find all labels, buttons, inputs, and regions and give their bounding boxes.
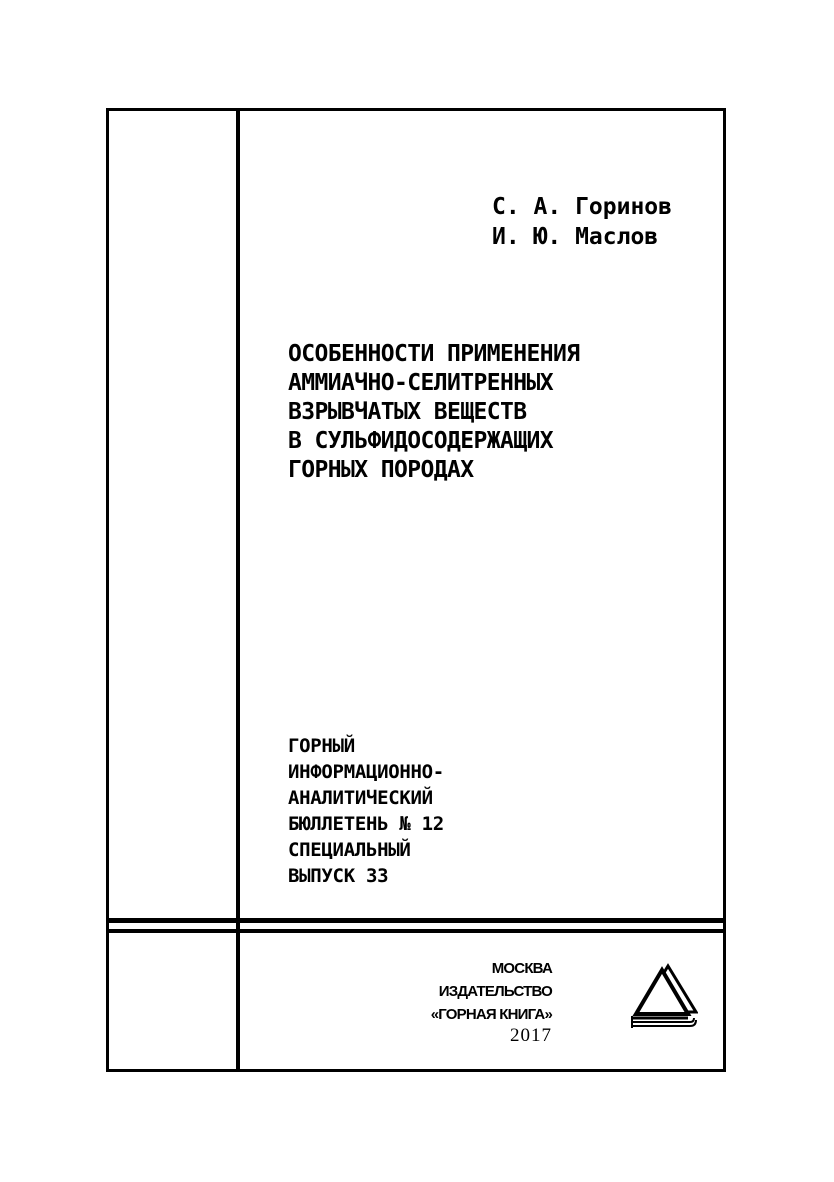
horizontal-divider-top	[106, 918, 726, 923]
vertical-divider	[236, 108, 240, 1072]
series-line: БЮЛЛЕТЕНЬ № 12	[288, 813, 444, 835]
authors-block	[492, 192, 672, 252]
publisher-label: ИЗДАТЕЛЬСТВО	[438, 983, 552, 1000]
publisher-block	[431, 957, 552, 1026]
author-name: С. А. Горинов	[491, 194, 672, 220]
author-name: И. Ю. Маслов	[491, 224, 659, 250]
cover-frame	[106, 108, 726, 1072]
series-line: ИНФОРМАЦИОННО-	[288, 761, 444, 783]
triangle-book-logo-icon	[628, 962, 698, 1032]
series-line: АНАЛИТИЧЕСКИЙ	[288, 787, 433, 809]
series-info	[288, 733, 688, 889]
book-title	[288, 340, 708, 485]
series-line: ГОРНЫЙ	[288, 735, 355, 757]
title-line: ВЗРЫВЧАТЫХ ВЕЩЕСТВ	[288, 399, 527, 425]
series-line: ВЫПУСК 33	[288, 865, 389, 887]
publisher-city: МОСКВА	[491, 960, 552, 977]
publication-year: 2017	[510, 1025, 552, 1046]
title-line: ОСОБЕННОСТИ ПРИМЕНЕНИЯ	[288, 341, 580, 367]
title-line: АММИАЧНО-СЕЛИТРЕННЫХ	[288, 370, 553, 396]
publisher-name: «ГОРНАЯ КНИГА»	[430, 1006, 552, 1023]
horizontal-divider-bottom	[106, 929, 726, 933]
title-line: ГОРНЫХ ПОРОДАХ	[288, 457, 474, 483]
title-line: В СУЛЬФИДОСОДЕРЖАЩИХ	[288, 428, 553, 454]
series-line: СПЕЦИАЛЬНЫЙ	[288, 839, 411, 861]
